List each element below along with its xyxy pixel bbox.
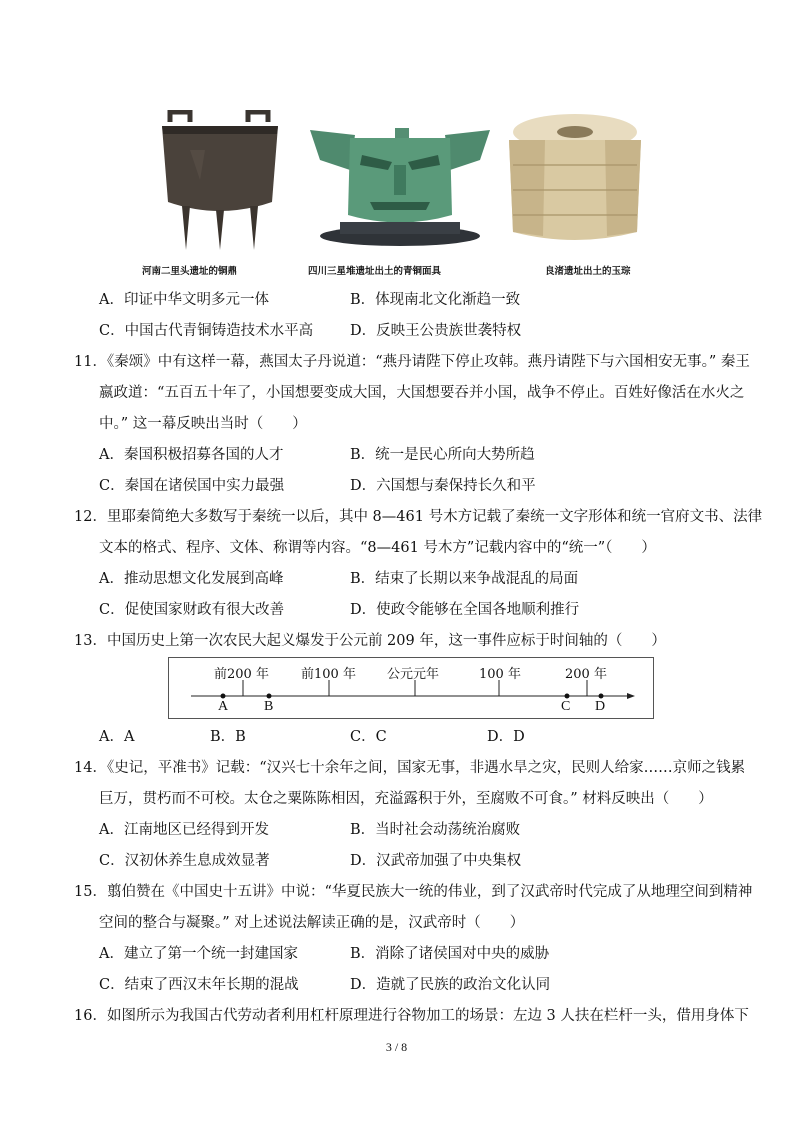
option-d: D．反映王公贵族世袭特权 <box>350 323 522 339</box>
option-d: D．使政令能够在全国各地顺利推行 <box>350 602 580 618</box>
question-12-line: 文本的格式、程序、文体、称谓等内容。“8—461 号木方”记载内容中的“统一”（ ） <box>99 540 656 556</box>
bronze-mask-image <box>310 110 490 250</box>
question-15-line: 15．翦伯赞在《中国史十五讲》中说：“华夏民族大一统的伟业，到了汉武帝时代完成了从地理空间到精神 <box>74 884 753 900</box>
question-15-line: 空间的整合与凝聚。” 对上述说法解读正确的是，汉武帝时（ ） <box>99 915 525 931</box>
timeline-point: A <box>218 699 229 714</box>
option-a: A．印证中华文明多元一体 <box>99 292 269 308</box>
timeline-label: 前100 年 <box>301 667 356 682</box>
option-b: B．B <box>210 729 246 745</box>
timeline-label: 200 年 <box>565 667 607 682</box>
option-c: C．汉初休养生息成效显著 <box>99 853 270 869</box>
bronze-ding-image <box>150 110 290 255</box>
option-c: C．C <box>350 729 387 745</box>
question-11-line: 嬴政道：“五百五十年了，小国想要变成大国，大国想要吞并小国，战争不停止。百姓好像活在水火之 <box>99 385 745 401</box>
option-c: C．促使国家财政有很大改善 <box>99 602 285 618</box>
timeline-label: 前200 年 <box>214 667 269 682</box>
timeline-label: 公元元年 <box>387 667 440 682</box>
option-c: C．结束了西汉末年长期的混战 <box>99 977 299 993</box>
option-b: B．统一是民心所向大势所趋 <box>350 447 535 463</box>
figure-bronze-mask <box>308 110 490 277</box>
option-a: A．A <box>99 729 135 745</box>
figure-bronze-ding <box>142 110 290 277</box>
figure-jade-cong <box>505 110 645 277</box>
timeline-figure <box>168 657 654 719</box>
jade-cong-image <box>505 110 645 250</box>
question-16-line: 16．如图所示为我国古代劳动者利用杠杆原理进行谷物加工的场景：左边 3 人扶在栏杆一头，借用身体下 <box>74 1008 749 1024</box>
question-13-line: 13．中国历史上第一次农民大起义爆发于公元前 209 年，这一事件应标于时间轴的（ ） <box>74 633 666 649</box>
option-a: A．推动思想文化发展到高峰 <box>99 571 284 587</box>
option-d: D．D <box>487 729 525 745</box>
option-a: A．江南地区已经得到开发 <box>99 822 269 838</box>
option-c: C．中国古代青铜铸造技术水平高 <box>99 323 314 339</box>
timeline-point: C <box>561 699 571 714</box>
question-11-line: 中。” 这一幕反映出当时（ ） <box>99 416 307 432</box>
question-14-line: 14．《史记，平准书》记载：“汉兴七十余年之间，国家无事，非遇水旱之灾，民则人给家……京师之钱累 <box>74 760 746 776</box>
option-c: C．秦国在诸侯国中实力最强 <box>99 478 285 494</box>
option-b: B．体现南北文化渐趋一致 <box>350 292 521 308</box>
option-b: B．结束了长期以来争战混乱的局面 <box>350 571 579 587</box>
figure-caption: 河南二里头遗址的铜鼎 <box>142 266 238 277</box>
option-d: D．造就了民族的政治文化认同 <box>350 977 551 993</box>
option-d: D．六国想与秦保持长久和平 <box>350 478 536 494</box>
timeline-label: 100 年 <box>479 667 521 682</box>
option-b: B．当时社会动荡统治腐败 <box>350 822 521 838</box>
timeline-point: B <box>264 699 274 714</box>
option-a: A．建立了第一个统一封建国家 <box>99 946 298 962</box>
page-number: 3 / 8 <box>385 1040 408 1054</box>
option-b: B．消除了诸侯国对中央的威胁 <box>350 946 550 962</box>
question-11-line: 11．《秦颂》中有这样一幕，燕国太子丹说道：“燕丹请陛下停止攻韩。燕丹请陛下与六国相安无事。” 秦王 <box>74 354 750 370</box>
figure-caption: 四川三星堆遗址出土的青铜面具 <box>308 266 442 277</box>
figure-caption: 良渚遗址出土的玉琮 <box>545 266 631 277</box>
timeline-point: D <box>595 699 606 714</box>
option-d: D．汉武帝加强了中央集权 <box>350 853 522 869</box>
question-14-line: 巨万，贯朽而不可校。太仓之粟陈陈相因，充溢露积于外，至腐败不可食。” 材料反映出（ ） <box>99 791 713 807</box>
option-a: A．秦国积极招募各国的人才 <box>99 447 284 463</box>
question-12-line: 12．里耶秦简绝大多数写于秦统一以后，其中 8—461 号木方记载了秦统一文字形体和统一官府文书、法律 <box>74 509 763 525</box>
